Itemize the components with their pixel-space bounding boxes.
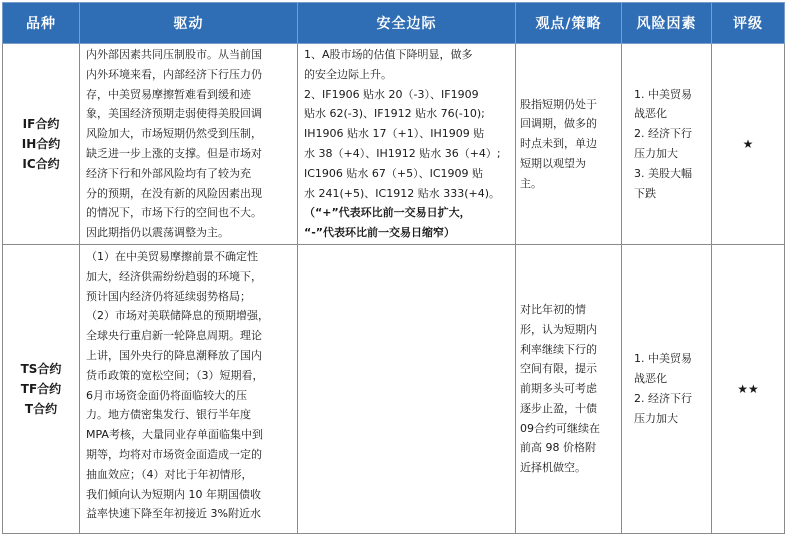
product-label: T合约 — [24, 402, 58, 416]
view-text: 股指短期仍处于 — [520, 97, 597, 111]
risk-text: 1. 中美贸易 — [634, 87, 692, 101]
header-driver: 驱动 — [80, 3, 298, 44]
driver-text: 风险加大，市场短期仍然受到压制， — [86, 127, 262, 141]
safety-text: 水 38（+4）、IH1912 贴水 36（+4）; — [304, 147, 501, 160]
rating-stars: ★★ — [737, 382, 759, 396]
driver-text: （2）市场对美联储降息的预期增强， — [86, 309, 269, 323]
safety-note: （“+”代表环比前一交易日扩大， — [304, 206, 471, 220]
table-row — [3, 44, 785, 245]
driver-text: 内外环境来看，内部经济下行压力仍 — [86, 67, 262, 81]
view-text: 09合约可继续在 — [520, 421, 600, 435]
driver-text: 益率快速下降至年初接近 3%附近水 — [86, 507, 261, 521]
driver-text: 因此期指仍以震荡调整为主。 — [86, 226, 229, 240]
view-text: 逐步止盈，十债 — [520, 401, 597, 415]
view-text: 时点未到，单边 — [520, 137, 597, 151]
view-text: 对比年初的情 — [520, 302, 586, 316]
driver-text: 上讲，国外央行的降息潮释放了国内 — [86, 348, 262, 362]
risk-text: 1. 中美贸易 — [634, 352, 692, 366]
safety-text: 水 241(+5)、IC1912 贴水 333(+4)。 — [304, 186, 500, 200]
header-risk: 风险因素 — [622, 3, 712, 44]
safety-text: 2、IF1906 贴水 20（-3）、IF1909 — [304, 87, 479, 101]
safety-text: IC1906 贴水 67（+5）、IC1909 贴 — [304, 166, 484, 180]
strategy-table — [2, 2, 785, 534]
view-text: 形，认为短期内 — [520, 322, 597, 336]
risk-text: 3. 美股大幅 — [634, 166, 692, 180]
driver-cell — [80, 44, 298, 245]
driver-text: 的情况下，市场下行的空间也不大。 — [86, 206, 262, 220]
safety-text: 1、A股市场的估值下降明显，做多 — [304, 48, 473, 62]
risk-text: 2. 经济下行 — [634, 127, 692, 141]
driver-text: 分的预期，在没有新的风险因素出现 — [86, 186, 262, 200]
view-text: 近择机做空。 — [520, 461, 586, 475]
header-rating: 评级 — [712, 3, 785, 44]
safety-cell — [298, 245, 516, 534]
driver-text: 经济下行和外部风险均有了较为充 — [86, 166, 251, 180]
driver-text: 预计国内经济仍将延续弱势格局； — [86, 289, 251, 303]
view-text: 空间有限，提示 — [520, 362, 597, 376]
header-product: 品种 — [3, 3, 80, 44]
product-cell — [3, 245, 80, 534]
risk-text: 下跌 — [634, 186, 656, 200]
risk-cell — [622, 44, 712, 245]
safety-text: 的安全边际上升。 — [304, 67, 392, 81]
product-cell — [3, 44, 80, 245]
safety-text: IH1906 贴水 17（+1）、IH1909 贴 — [304, 127, 485, 141]
driver-text: 我们倾向认为短期内 10 年期国债收 — [86, 487, 261, 501]
rating-cell — [712, 44, 785, 245]
risk-text: 压力加大 — [634, 411, 678, 425]
driver-text: 存，中美贸易摩擦暂难看到缓和迹 — [86, 87, 251, 101]
view-text: 主。 — [520, 176, 542, 190]
table-row — [3, 245, 785, 534]
header-row — [3, 3, 785, 44]
driver-text: （1）在中美贸易摩擦前景不确定性 — [86, 250, 258, 263]
view-text: 前高 98 价格附 — [520, 441, 596, 455]
risk-text: 2. 经济下行 — [634, 392, 692, 405]
product-label: TF合约 — [20, 382, 62, 396]
view-text: 回调期，做多的 — [520, 117, 597, 131]
header-view: 观点/策略 — [516, 3, 622, 44]
driver-text: 内外部因素共同压制股市。从当前国 — [86, 48, 262, 62]
view-text: 利率继续下行的 — [520, 342, 597, 356]
product-label: IF合约 — [22, 117, 60, 131]
driver-text: MPA考核，大量同业存单面临集中到 — [86, 428, 263, 442]
driver-text: 力。地方债密集发行、银行半年度 — [86, 408, 251, 422]
rating-cell — [712, 245, 785, 534]
view-text: 前期多头可考虑 — [520, 382, 597, 396]
rating-stars: ★ — [742, 137, 754, 151]
view-cell — [516, 245, 622, 534]
safety-note: “-”代表环比前一交易日缩窄） — [304, 226, 456, 240]
driver-text: 6月市场资金面仍将面临较大的压 — [86, 388, 247, 402]
driver-text: 货币政策的宽松空间；（3）短期看， — [86, 368, 264, 382]
risk-text: 战恶化 — [634, 372, 667, 386]
driver-text: 加大，经济供需纷纷趋弱的环境下， — [86, 269, 262, 283]
header-safety: 安全边际 — [298, 3, 516, 44]
driver-text: 象，美国经济预期走弱使得美股回调 — [86, 107, 262, 121]
risk-cell — [622, 245, 712, 534]
product-label: IC合约 — [22, 157, 60, 171]
risk-text: 战恶化 — [634, 107, 667, 121]
driver-cell — [80, 245, 298, 534]
view-text: 短期以观望为 — [520, 156, 586, 170]
product-label: IH合约 — [21, 137, 61, 151]
view-cell — [516, 44, 622, 245]
driver-text: 全球央行重启新一轮降息周期。理论 — [86, 329, 262, 343]
product-label: TS合约 — [20, 362, 62, 376]
driver-text: 缺乏进一步上涨的支撑。但是市场对 — [86, 147, 262, 160]
risk-text: 压力加大 — [634, 147, 678, 160]
safety-text: 贴水 62(-3)、IF1912 贴水 76(-10); — [304, 107, 485, 121]
driver-text: 抽血效应；（4）对比于年初情形， — [86, 467, 253, 481]
safety-cell — [298, 44, 516, 245]
driver-text: 期等，均将对市场资金面造成一定的 — [86, 447, 262, 461]
